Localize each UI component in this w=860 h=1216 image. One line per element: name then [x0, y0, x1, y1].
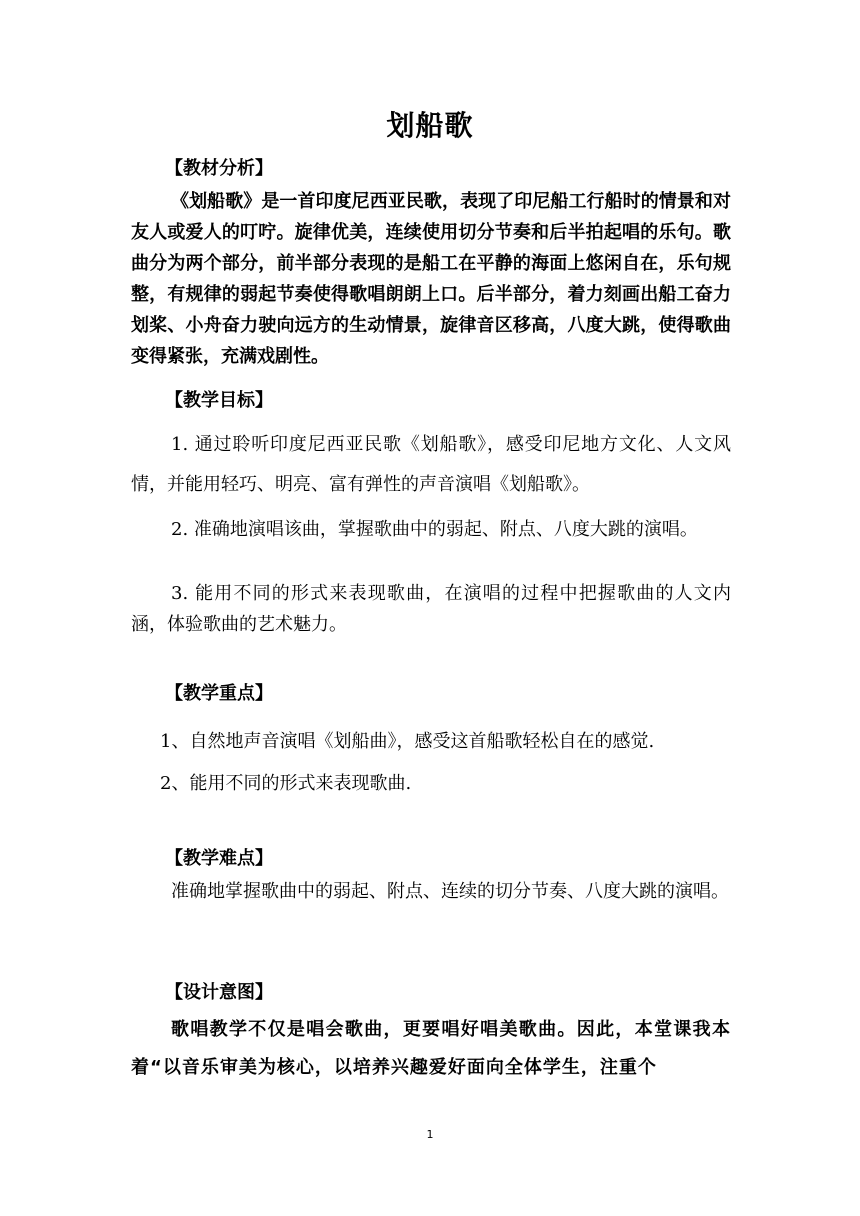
key-point-item-2: 2、能用不同的形式来表现歌曲.	[160, 773, 412, 794]
document-title: 划船歌	[386, 109, 474, 142]
objective-item-2: 2. 准确地演唱该曲，掌握歌曲中的弱起、附点、八度大跳的演唱。	[171, 519, 698, 540]
design-paragraph: 歌唱教学不仅是唱会歌曲，更要唱好唱美歌曲。因此，本堂课我本着“以音乐审美为核心，以培养兴趣爱好面向全体学生，注重个	[131, 1019, 731, 1078]
difficulties-paragraph: 准确地掌握歌曲中的弱起、附点、连续的切分节奏、八度大跳的演唱。	[171, 881, 729, 902]
objective-item-3: 3. 能用不同的形式来表现歌曲，在演唱的过程中把握歌曲的人文内涵，体验歌曲的艺术魅力。	[131, 583, 731, 635]
analysis-paragraph: 《划船歌》是一首印度尼西亚民歌，表现了印尼船工行船时的情景和对友人或爱人的叮咛。旋律优美，连续使用切分节奏和后半拍起唱的乐句。歌曲分为两个部分，前半部分表现的是船工在平静的海面上悠闲自在，乐句规整，有规律的弱起节奏使得歌唱朗朗上口。后半部分，着力刻画出船工奋力划桨、小舟奋力驶向远方的生动情景，旋律音区移高，八度大跳，使得歌曲变得紧张，充满戏剧性。	[131, 191, 731, 367]
objective-item-1: 1. 通过聆听印度尼西亚民歌《划船歌》，感受印尼地方文化、人文风情，并能用轻巧、明亮、富有弹性的声音演唱《划船歌》。	[131, 434, 731, 495]
heading-difficulties: 【教学难点】	[165, 848, 273, 869]
heading-design: 【设计意图】	[165, 982, 273, 1003]
key-point-item-1: 1、自然地声音演唱《划船曲》，感受这首船歌轻松自在的感觉.	[160, 731, 655, 752]
heading-analysis: 【教材分析】	[165, 158, 273, 179]
page-number: 1	[426, 1128, 434, 1141]
heading-key-points: 【教学重点】	[165, 683, 273, 704]
heading-objectives: 【教学目标】	[165, 390, 273, 411]
